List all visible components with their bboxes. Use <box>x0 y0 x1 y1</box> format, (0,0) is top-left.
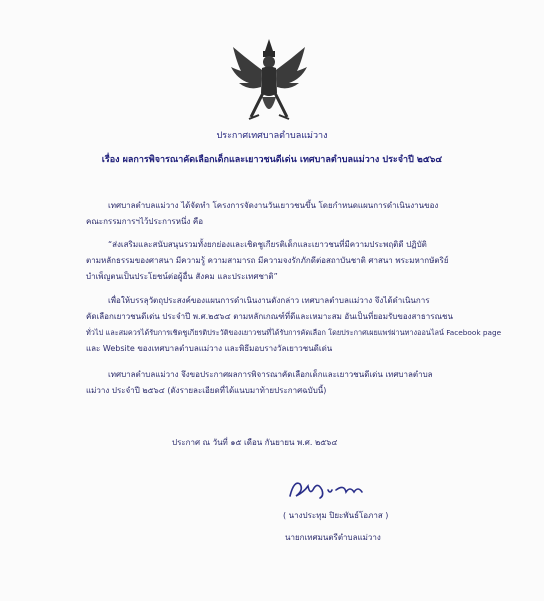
signatory-name: ( นางประทุม ปิยะพันธ์โอภาส ) <box>283 511 389 520</box>
announcement-title: ประกาศเทศบาลตำบลแม่วาง <box>216 131 328 141</box>
handwritten-signature-icon <box>286 476 366 504</box>
paragraph-2-line-4: และ Website ของเทศบาลตำบลแม่วาง และพิธีมอบรางวัลเยาวชนดีเด่น <box>86 344 333 353</box>
quote-line-1: “ส่งเสริมและสนับสนุนรวมทั้งยกย่องและเชิดชูเกียรติเด็กและเยาวชนที่มีความประพฤติดี ปฏิบัติ <box>108 240 427 249</box>
paragraph-1-line-1: เทศบาลตำบลแม่วาง ได้จัดทำ โครงการจัดงานวันเยาวชนขึ้น โดยกำหนดแผนการดำเนินงานของ <box>108 201 439 210</box>
announcement-subject: เรื่อง ผลการพิจารณาคัดเลือกเด็กและเยาวชนดีเด่น เทศบาลตำบลแม่วาง ประจำปี ๒๕๖๔ <box>101 155 443 165</box>
signatory-position: นายกเทศมนตรีตำบลแม่วาง <box>285 533 381 542</box>
quote-line-2: ตามหลักธรรมของศาสนา มีความรู้ ความสามารถ มีความจงรักภักดีต่อสถาบันชาติ ศาสนา พระมหากษัตริย์ <box>86 256 449 265</box>
paragraph-1-line-2: คณะกรรมการฯไว้ประการหนึ่ง คือ <box>86 217 204 226</box>
announcement-date: ประกาศ ณ วันที่ ๑๕ เดือน กันยายน พ.ศ. ๒๕๖๔ <box>172 438 338 447</box>
paragraph-3-line-1: เทศบาลตำบลแม่วาง จึงขอประกาศผลการพิจารณาคัดเลือกเด็กและเยาวชนดีเด่น เทศบาลตำบล <box>108 370 433 379</box>
paragraph-2-line-3: ทั่วไป และสมควรได้รับการเชิดชูเกียรติประวัติของเยาวชนที่ได้รับการคัดเลือก โดยประกาศเผยแพร่ผ่านทางออนไลน์ Facebook page <box>86 328 502 337</box>
paragraph-2-line-2: คัดเลือกเยาวชนดีเด่น ประจำปี พ.ศ.๒๕๖๔ ตามหลักเกณฑ์ที่ดีและเหมาะสม อันเป็นที่ยอมรับของสาธารณชน <box>86 312 453 321</box>
garuda-emblem-icon <box>229 37 309 123</box>
quote-line-3: บำเพ็ญตนเป็นประโยชน์ต่อผู้อื่น สังคม และประเทศชาติ” <box>86 272 278 281</box>
paragraph-3-line-2: แม่วาง ประจำปี ๒๕๖๔ (ดังรายละเอียดที่ได้แนบมาท้ายประกาศฉบับนี้) <box>86 386 327 395</box>
paragraph-2-line-1: เพื่อให้บรรลุวัตถุประสงค์ของแผนการดำเนินงานดังกล่าว เทศบาลตำบลแม่วาง จึงได้ดำเนินการ <box>108 296 430 305</box>
